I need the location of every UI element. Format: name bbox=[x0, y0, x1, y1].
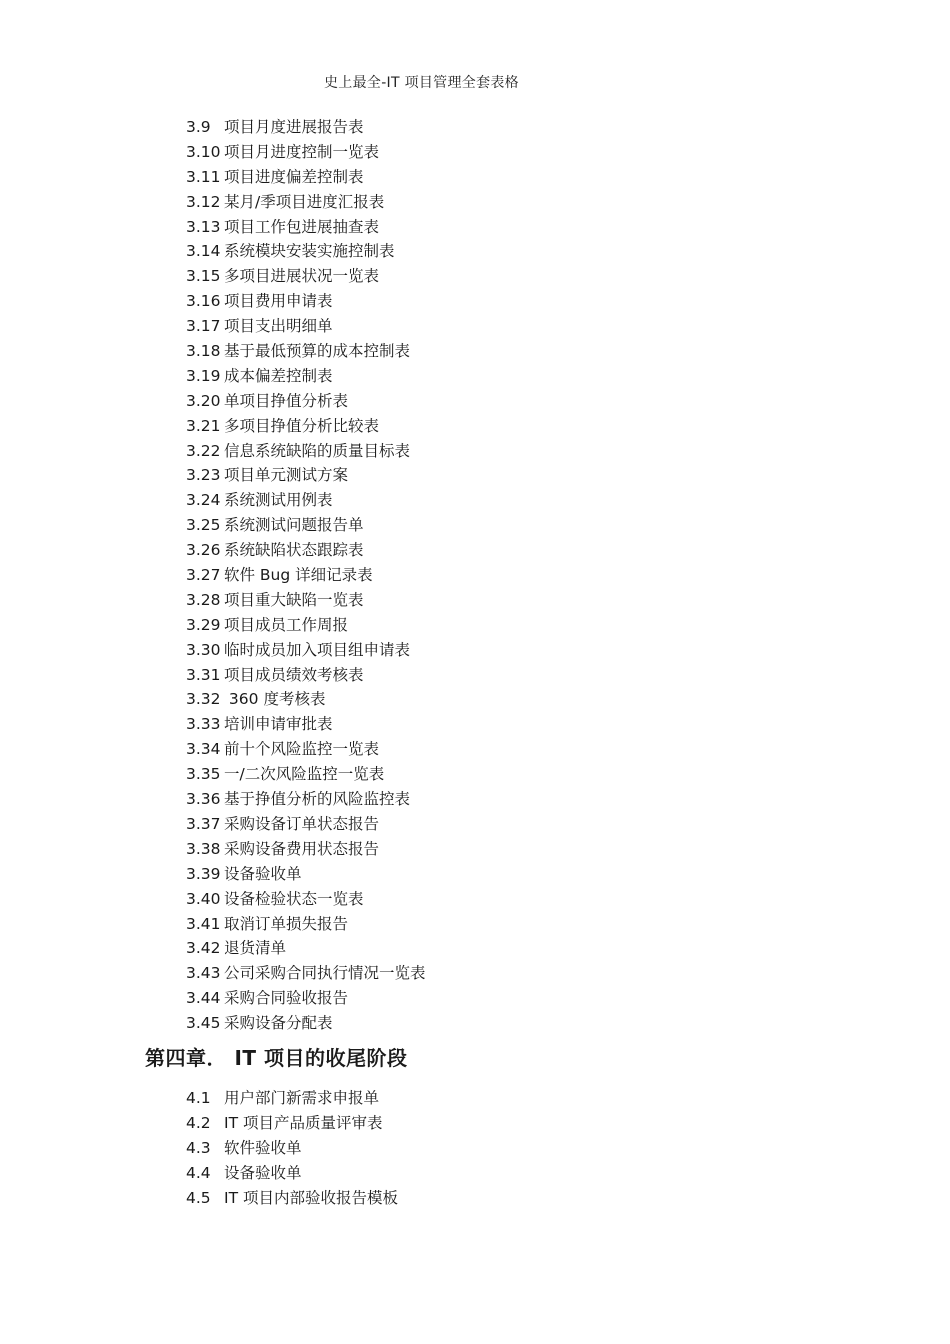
toc-item-number: 3.11 bbox=[186, 167, 221, 186]
toc-item[interactable] bbox=[186, 613, 426, 638]
toc-item[interactable] bbox=[186, 289, 426, 314]
toc-item-label: 成本偏差控制表 bbox=[224, 366, 333, 385]
toc-item-label: 取消订单损失报告 bbox=[224, 914, 349, 933]
toc-item-label: 软件 Bug 详细记录表 bbox=[224, 566, 373, 585]
toc-item-label: 项目成员绩效考核表 bbox=[224, 665, 364, 684]
toc-item-number: 3.16 bbox=[186, 292, 221, 311]
toc-item-label: 多项目挣值分析比较表 bbox=[224, 416, 380, 435]
toc-item-label: 单项目挣值分析表 bbox=[224, 391, 349, 410]
toc-item[interactable] bbox=[186, 439, 426, 464]
toc-item-label: 前十个风险监控一览表 bbox=[224, 740, 380, 759]
toc-item-number: 3.19 bbox=[186, 366, 221, 385]
toc-item[interactable] bbox=[186, 862, 426, 887]
toc-item-label: IT 项目内部验收报告模板 bbox=[224, 1188, 398, 1207]
toc-item[interactable] bbox=[186, 563, 426, 588]
toc-item-label: 基于最低预算的成本控制表 bbox=[224, 342, 411, 361]
toc-item-number: 4.2 bbox=[186, 1113, 211, 1132]
toc-item-label: 360 度考核表 bbox=[224, 690, 326, 709]
toc-item-label: 采购设备分配表 bbox=[224, 1014, 333, 1033]
toc-item-number: 4.3 bbox=[186, 1138, 211, 1157]
toc-item-number: 4.1 bbox=[186, 1089, 211, 1107]
toc-item-label: 设备验收单 bbox=[224, 864, 302, 883]
toc-item[interactable] bbox=[186, 912, 426, 937]
toc-item-label: 系统测试用例表 bbox=[224, 491, 333, 510]
toc-item-label: 退货清单 bbox=[224, 939, 287, 958]
toc-item-label: 临时成员加入项目组申请表 bbox=[224, 640, 411, 659]
section3-toc-list bbox=[186, 115, 426, 1036]
toc-item-number: 3.21 bbox=[186, 416, 221, 435]
toc-item-label: 系统缺陷状态跟踪表 bbox=[224, 541, 364, 560]
toc-item[interactable] bbox=[186, 239, 426, 264]
toc-item-number: 3.30 bbox=[186, 640, 221, 659]
toc-item[interactable] bbox=[186, 1086, 398, 1111]
toc-item[interactable] bbox=[186, 638, 426, 663]
toc-item-number: 3.13 bbox=[186, 217, 221, 236]
toc-item-number: 3.12 bbox=[186, 192, 221, 211]
toc-item-number: 3.24 bbox=[186, 491, 221, 510]
toc-item[interactable] bbox=[186, 389, 426, 414]
toc-item-label: 采购合同验收报告 bbox=[224, 989, 349, 1008]
toc-item-label: 信息系统缺陷的质量目标表 bbox=[224, 441, 411, 460]
toc-item[interactable] bbox=[186, 712, 426, 737]
toc-item-number: 3.35 bbox=[186, 765, 221, 784]
toc-item-label: 项目成员工作周报 bbox=[224, 615, 349, 634]
toc-item-label: 设备检验状态一览表 bbox=[224, 889, 364, 908]
toc-item[interactable] bbox=[186, 190, 426, 215]
toc-item-number: 3.41 bbox=[186, 914, 221, 933]
toc-item[interactable] bbox=[186, 936, 426, 961]
toc-item-label: 系统模块安装实施控制表 bbox=[224, 242, 395, 261]
toc-item-label: 培训申请审批表 bbox=[224, 715, 333, 734]
toc-item-number: 3.15 bbox=[186, 267, 221, 286]
toc-item-label: IT 项目产品质量评审表 bbox=[224, 1113, 383, 1132]
toc-item-number: 3.18 bbox=[186, 342, 221, 361]
toc-item[interactable] bbox=[186, 961, 426, 986]
toc-item-number: 3.26 bbox=[186, 541, 221, 560]
toc-item-number: 3.31 bbox=[186, 665, 221, 684]
toc-item-label: 一/二次风险监控一览表 bbox=[224, 765, 385, 784]
toc-item[interactable] bbox=[186, 339, 426, 364]
toc-item-label: 多项目进展状况一览表 bbox=[224, 267, 380, 286]
toc-item[interactable] bbox=[186, 115, 426, 140]
toc-item-label: 某月/季项目进度汇报表 bbox=[224, 192, 385, 211]
toc-item-number: 3.17 bbox=[186, 317, 221, 336]
toc-item-label: 系统测试问题报告单 bbox=[224, 516, 364, 535]
toc-item[interactable] bbox=[186, 463, 426, 488]
toc-item[interactable] bbox=[186, 762, 426, 787]
toc-item-label: 项目月度进展报告表 bbox=[224, 118, 364, 136]
toc-item-number: 4.5 bbox=[186, 1188, 211, 1207]
toc-item-label: 基于挣值分析的风险监控表 bbox=[224, 790, 411, 809]
toc-item-number: 3.34 bbox=[186, 740, 221, 759]
toc-item-label: 项目重大缺陷一览表 bbox=[224, 590, 364, 609]
toc-item[interactable] bbox=[186, 140, 426, 165]
toc-item-number: 3.29 bbox=[186, 615, 221, 634]
toc-item[interactable] bbox=[186, 663, 426, 688]
toc-item-number: 3.37 bbox=[186, 814, 221, 833]
toc-item-number: 3.42 bbox=[186, 939, 221, 958]
toc-item-label: 项目支出明细单 bbox=[224, 317, 333, 336]
page-header-title: 史上最全-IT 项目管理全套表格 bbox=[324, 75, 519, 91]
toc-item[interactable] bbox=[186, 588, 426, 613]
toc-item[interactable] bbox=[186, 264, 426, 289]
toc-item[interactable] bbox=[186, 314, 426, 339]
toc-item[interactable] bbox=[186, 986, 426, 1011]
toc-item[interactable] bbox=[186, 687, 426, 712]
toc-item[interactable] bbox=[186, 1136, 398, 1161]
chapter4-toc-list bbox=[186, 1086, 398, 1210]
toc-item-label: 采购设备费用状态报告 bbox=[224, 839, 380, 858]
toc-item[interactable] bbox=[186, 414, 426, 439]
toc-item-number: 4.4 bbox=[186, 1163, 211, 1182]
toc-item-number: 3.45 bbox=[186, 1014, 221, 1033]
toc-item-number: 3.33 bbox=[186, 715, 221, 734]
toc-item[interactable] bbox=[186, 165, 426, 190]
toc-item-number: 3.44 bbox=[186, 989, 221, 1008]
toc-item-number: 3.23 bbox=[186, 466, 221, 485]
toc-item-number: 3.36 bbox=[186, 790, 221, 809]
toc-item[interactable] bbox=[186, 488, 426, 513]
toc-item[interactable] bbox=[186, 737, 426, 762]
toc-item-number: 3.14 bbox=[186, 242, 221, 261]
toc-item-number: 3.43 bbox=[186, 964, 221, 983]
toc-item[interactable] bbox=[186, 787, 426, 812]
toc-item[interactable] bbox=[186, 1111, 398, 1136]
chapter-heading: 第四章． IT 项目的收尾阶段 bbox=[145, 1046, 408, 1070]
toc-item[interactable] bbox=[186, 1161, 398, 1186]
toc-item-number: 3.40 bbox=[186, 889, 221, 908]
toc-item-label: 采购设备订单状态报告 bbox=[224, 814, 380, 833]
toc-item-number: 3.32 bbox=[186, 690, 221, 709]
toc-item-label: 项目月进度控制一览表 bbox=[224, 142, 380, 161]
toc-item-label: 公司采购合同执行情况一览表 bbox=[224, 964, 426, 983]
toc-item-label: 设备验收单 bbox=[224, 1163, 302, 1182]
toc-item-label: 用户部门新需求申报单 bbox=[224, 1089, 380, 1107]
toc-item[interactable] bbox=[186, 837, 426, 862]
toc-item[interactable] bbox=[186, 887, 426, 912]
toc-item[interactable] bbox=[186, 812, 426, 837]
toc-item-label: 项目进度偏差控制表 bbox=[224, 167, 364, 186]
toc-item[interactable] bbox=[186, 1186, 398, 1211]
toc-item-number: 3.27 bbox=[186, 566, 221, 585]
toc-item[interactable] bbox=[186, 215, 426, 240]
toc-item-number: 3.20 bbox=[186, 391, 221, 410]
toc-item[interactable] bbox=[186, 364, 426, 389]
toc-item-number: 3.10 bbox=[186, 142, 221, 161]
toc-item-number: 3.9 bbox=[186, 118, 211, 136]
toc-item[interactable] bbox=[186, 1011, 426, 1036]
toc-item-number: 3.28 bbox=[186, 590, 221, 609]
toc-item[interactable] bbox=[186, 538, 426, 563]
toc-item-label: 项目工作包进展抽查表 bbox=[224, 217, 380, 236]
toc-item-number: 3.22 bbox=[186, 441, 221, 460]
toc-item-number: 3.39 bbox=[186, 864, 221, 883]
toc-item-label: 软件验收单 bbox=[224, 1138, 302, 1157]
toc-item-label: 项目单元测试方案 bbox=[224, 466, 349, 485]
toc-item-number: 3.25 bbox=[186, 516, 221, 535]
toc-item-number: 3.38 bbox=[186, 839, 221, 858]
toc-item[interactable] bbox=[186, 513, 426, 538]
toc-item-label: 项目费用申请表 bbox=[224, 292, 333, 311]
